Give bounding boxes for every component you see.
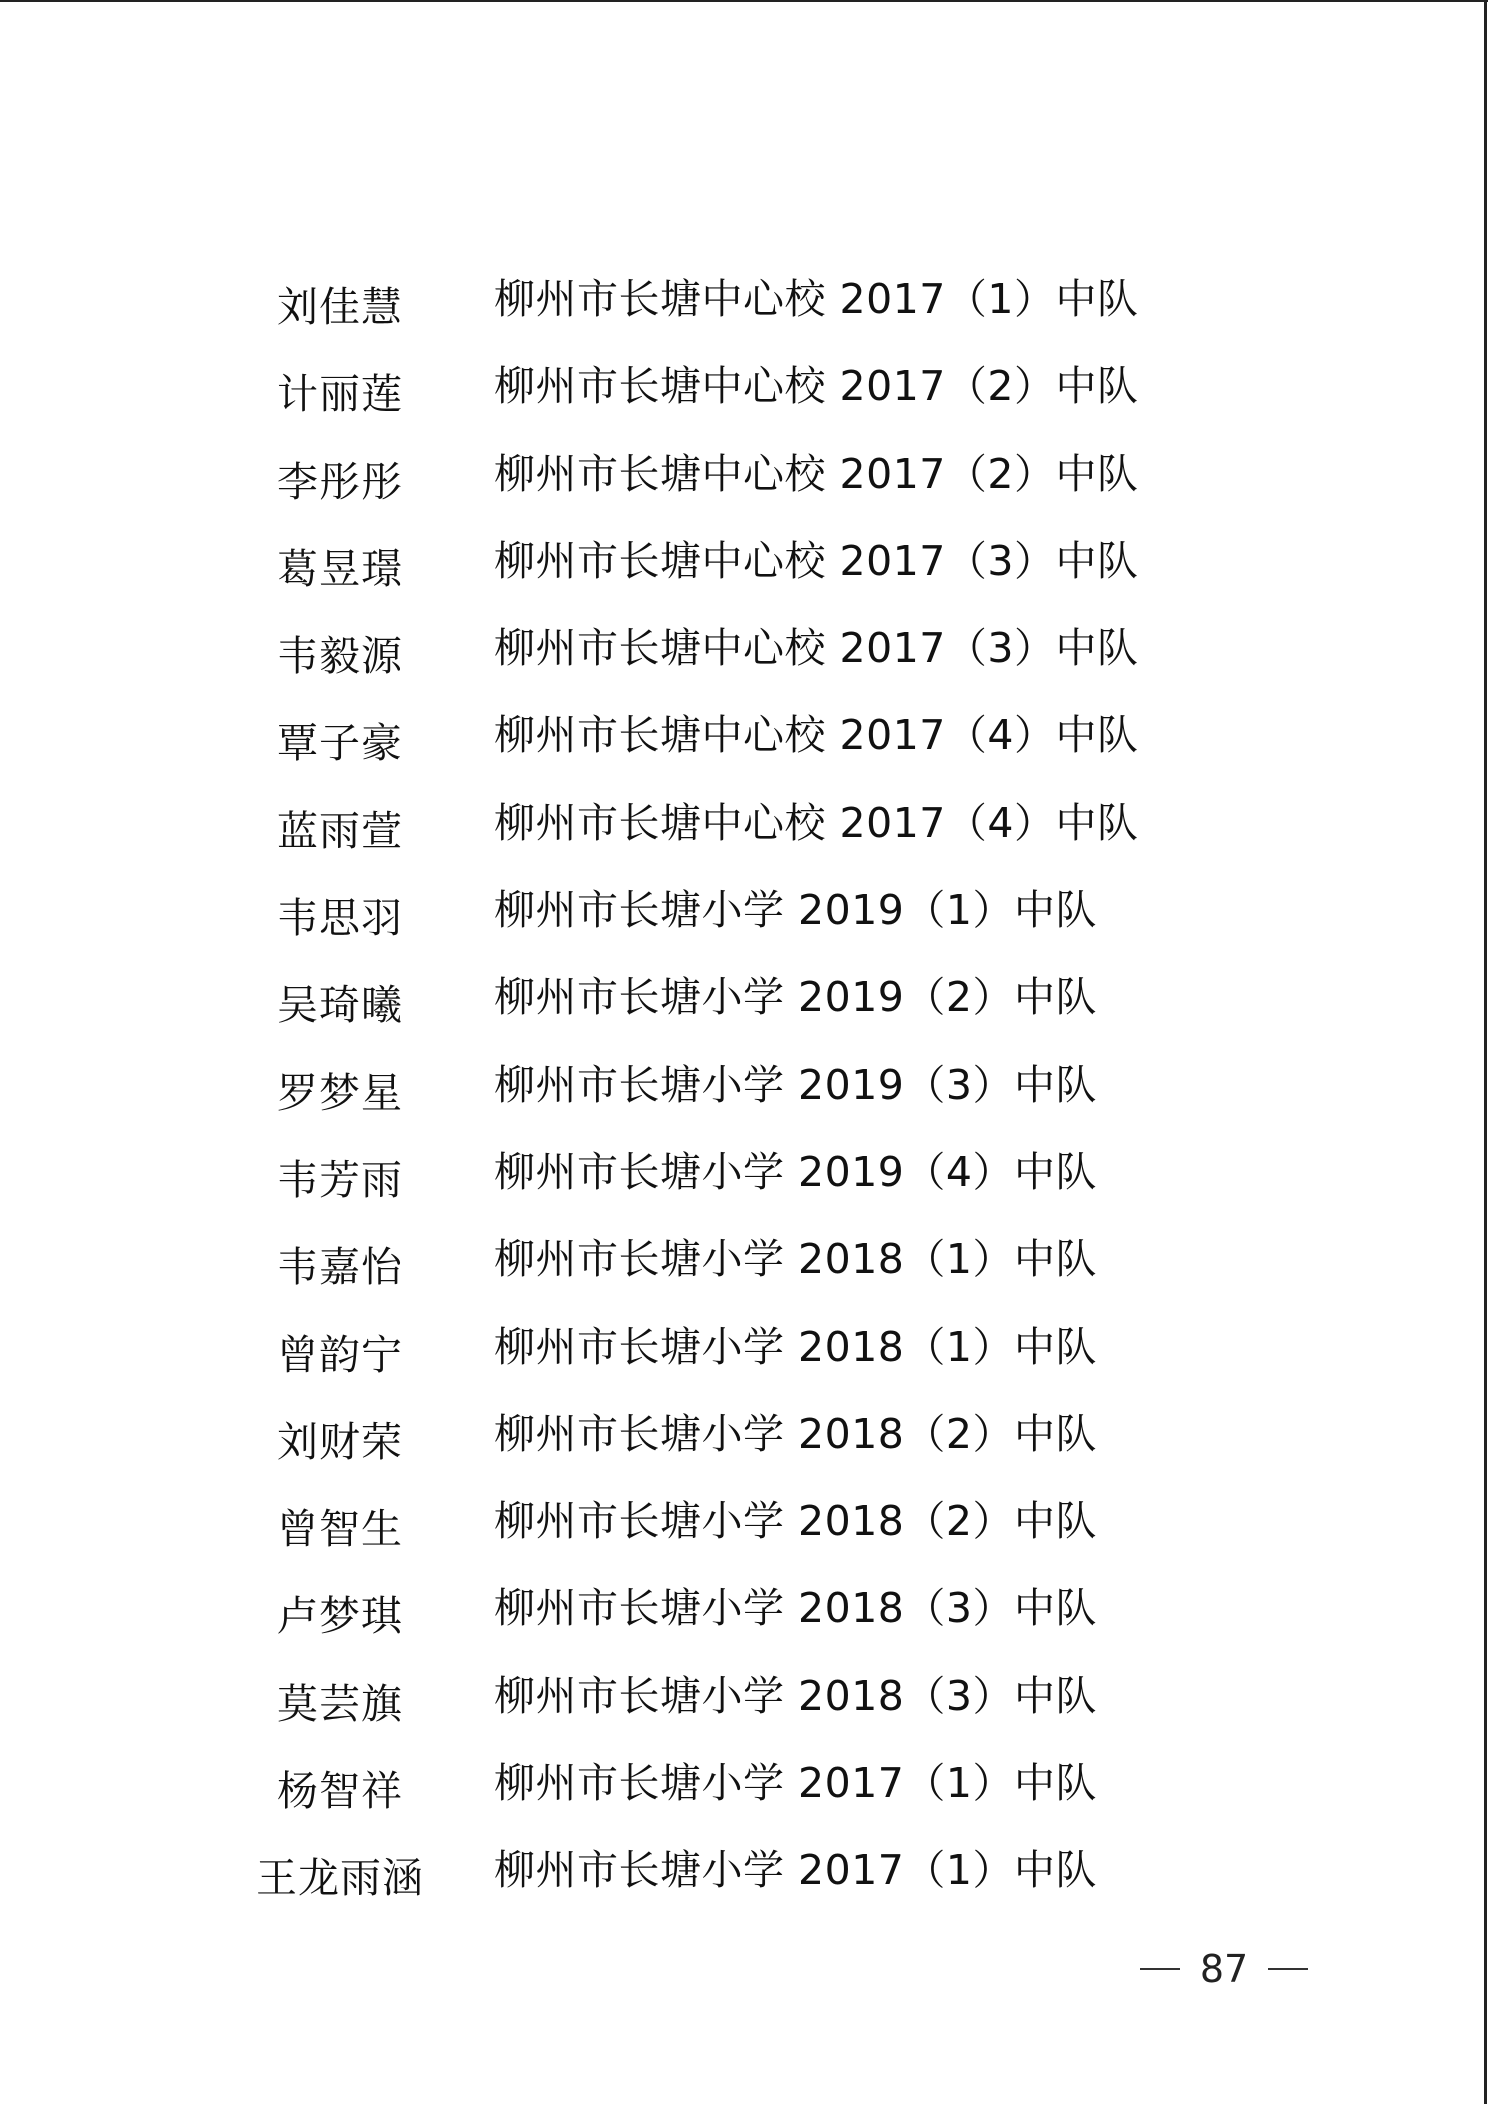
honor-roster-list [0, 260, 1488, 1919]
student-name: 曾韵宁 [277, 1330, 403, 1379]
student-name: 韦芳雨 [277, 1155, 403, 1204]
school-class-unit: 柳州市长塘小学 2017（1）中队 [494, 1759, 1097, 1808]
school-class-unit: 柳州市长塘中心校 2017（4）中队 [494, 798, 1139, 847]
school-class-unit: 柳州市长塘小学 2018（3）中队 [494, 1584, 1097, 1633]
student-name: 卢梦琪 [277, 1592, 403, 1641]
student-name: 王龙雨涵 [256, 1854, 424, 1903]
school-class-unit: 柳州市长塘小学 2019（4）中队 [494, 1147, 1097, 1196]
roster-row [0, 1133, 1488, 1220]
roster-row [0, 1395, 1488, 1482]
student-name: 杨智祥 [277, 1767, 403, 1816]
roster-row [0, 1831, 1488, 1918]
roster-row [0, 260, 1488, 347]
student-name: 莫芸旗 [277, 1679, 403, 1728]
school-class-unit: 柳州市长塘中心校 2017（3）中队 [494, 536, 1139, 585]
student-name: 刘佳慧 [277, 283, 403, 331]
school-class-unit: 柳州市长塘小学 2018（1）中队 [494, 1235, 1097, 1284]
school-class-unit: 柳州市长塘中心校 2017（1）中队 [494, 275, 1139, 323]
page-number-left-dash [1140, 1968, 1180, 1970]
roster-row [0, 871, 1488, 958]
roster-row [0, 696, 1488, 783]
page-number: 87 [1199, 1947, 1249, 1991]
school-class-unit: 柳州市长塘小学 2019（2）中队 [494, 973, 1097, 1022]
student-name: 葛昱璟 [277, 544, 403, 593]
school-class-unit: 柳州市长塘小学 2019（3）中队 [494, 1060, 1097, 1109]
student-name: 李彤彤 [277, 457, 403, 506]
page-number-footer [1140, 1944, 1308, 1994]
school-class-unit: 柳州市长塘小学 2018（3）中队 [494, 1671, 1097, 1720]
student-name: 韦毅源 [277, 632, 403, 681]
roster-row [0, 784, 1488, 871]
school-class-unit: 柳州市长塘小学 2018（1）中队 [494, 1322, 1097, 1371]
page-top-border [0, 0, 1488, 2]
student-name: 韦思羽 [277, 894, 403, 943]
school-class-unit: 柳州市长塘中心校 2017（3）中队 [494, 624, 1139, 673]
roster-row [0, 1308, 1488, 1395]
school-class-unit: 柳州市长塘中心校 2017（4）中队 [494, 711, 1139, 760]
roster-row [0, 522, 1488, 609]
roster-row [0, 609, 1488, 696]
roster-row [0, 435, 1488, 522]
school-class-unit: 柳州市长塘中心校 2017（2）中队 [494, 449, 1139, 498]
roster-row [0, 958, 1488, 1045]
roster-row [0, 1569, 1488, 1656]
school-class-unit: 柳州市长塘小学 2018（2）中队 [494, 1497, 1097, 1546]
student-name: 罗梦星 [277, 1068, 403, 1117]
student-name: 计丽莲 [277, 370, 403, 419]
school-class-unit: 柳州市长塘小学 2019（1）中队 [494, 886, 1097, 935]
school-class-unit: 柳州市长塘小学 2018（2）中队 [494, 1409, 1097, 1458]
roster-row [0, 347, 1488, 434]
student-name: 韦嘉怡 [277, 1243, 403, 1292]
school-class-unit: 柳州市长塘小学 2017（1）中队 [494, 1846, 1097, 1895]
roster-row [0, 1046, 1488, 1133]
student-name: 蓝雨萱 [277, 806, 403, 855]
page-number-right-dash [1268, 1968, 1308, 1970]
roster-row [0, 1657, 1488, 1744]
student-name: 刘财荣 [277, 1417, 403, 1466]
school-class-unit: 柳州市长塘中心校 2017（2）中队 [494, 362, 1139, 411]
roster-row [0, 1744, 1488, 1831]
student-name: 曾智生 [277, 1505, 403, 1554]
student-name: 吴琦曦 [277, 981, 403, 1030]
roster-row [0, 1220, 1488, 1307]
roster-row [0, 1482, 1488, 1569]
student-name: 覃子豪 [277, 719, 403, 768]
